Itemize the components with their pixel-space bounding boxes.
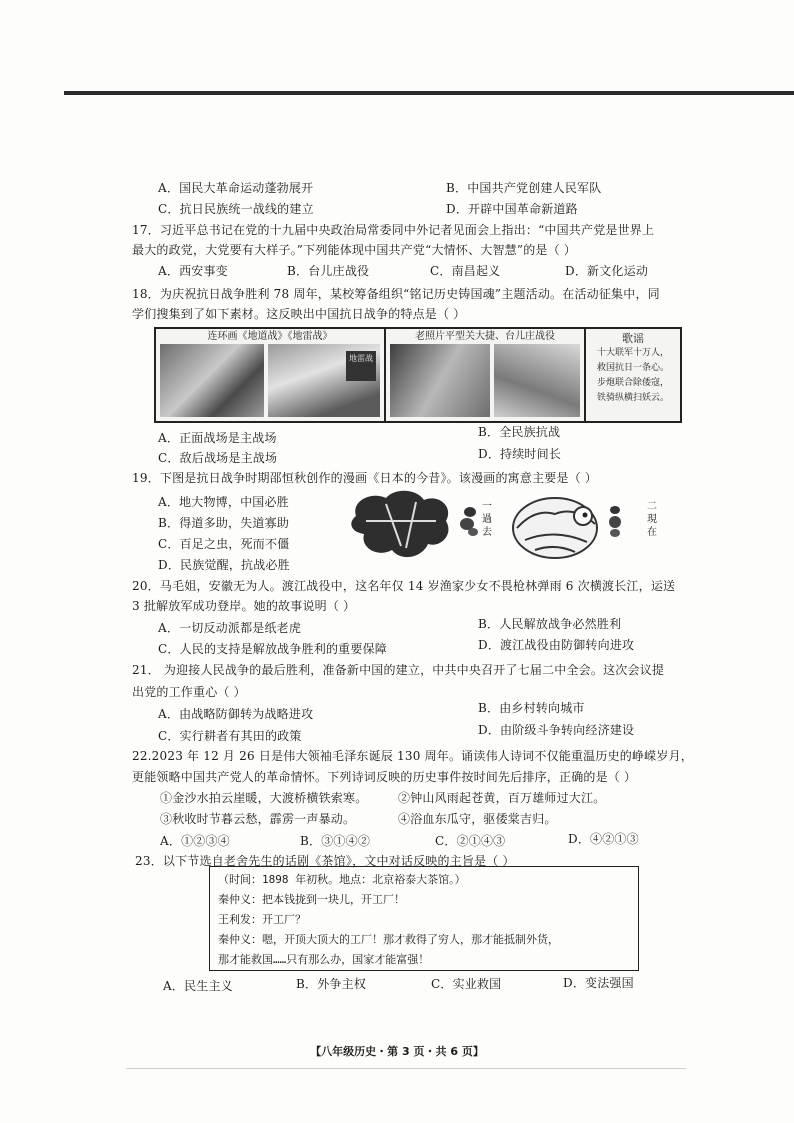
footer-rule [126,1068,686,1069]
q22-stem-line1: 22.2023 年 12 月 26 日是伟大领袖毛泽东诞辰 130 周年。诵读伟人诗词不仅能重温历史的峥嵘岁月， [132,749,693,763]
q18-option-b: B．全民族抗战 [478,425,561,439]
q17-stem-line1: 17．习近平总书记在党的十九届中央政治局常委同中外记者见面会上指出：“中国共产党是世界上 [132,223,655,237]
label-char: 現 [647,514,657,525]
comic-image-left [160,344,264,417]
q18-stem-line2: 学们搜集到了如下素材。这反映出中国抗日战争的特点是（ ） [132,307,466,321]
cartoon-bird-image [505,488,605,564]
cartoon-label-past [481,500,493,539]
cartoon-leaf-image [346,486,456,564]
page-footer: 【八年级历史・第 3 页・共 6 页】 [310,1045,484,1058]
song-title: 歌谣 [622,332,644,345]
dialog-line: （时间：1898 年初秋。地点：北京裕泰大茶馆。） [218,873,466,886]
label-char: 二 [647,501,657,512]
q20-stem-line2: 3 批解放军成功登岸。她的故事说明（ ） [132,599,356,613]
dialog-line: 秦仲义：把本钱拢到一块儿，开工厂！ [218,893,405,906]
q17-stem-line2: 最大的政党，大党要有大样子。”下列能体现中国共产党“大情怀、大智慧”的是（ ） [132,243,577,257]
q22-option-a: A．①②③④ [160,834,230,848]
q20-option-c: C．人民的支持是解放战争胜利的重要保障 [158,642,387,656]
photo-panel [386,329,586,421]
photo-caption: 老照片平型关大捷、台儿庄战役 [415,331,555,342]
song-line: 救国抗日一条心。 [596,363,669,373]
q19-option-c: C．百足之虫，死而不僵 [158,537,290,551]
q16-option-b: B．中国共产党创建人民军队 [446,181,602,195]
label-char: 在 [647,527,657,538]
q23-option-c: C．实业救国 [431,977,502,991]
q17-option-b: B．台儿庄战役 [287,264,370,278]
q23-dialog-box [209,866,639,971]
q22-poem-1: ①金沙水拍云崖暖，大渡桥横铁索寒。 [160,791,368,805]
q19-option-d: D．民族觉醒，抗战必胜 [158,558,290,572]
q16-option-d: D．开辟中国革命新道路 [446,202,578,216]
cartoon-label-now [646,500,658,539]
photo-image-right [494,344,580,417]
q20-option-b: B．人民解放战争必然胜利 [478,617,622,631]
q23-option-b: B．外争主权 [296,977,367,991]
q16-option-a: A．国民大革命运动蓬勃展开 [158,181,314,195]
q22-option-c: C．②①④③ [435,834,506,848]
q22-poem-2: ②钟山风雨起苍黄，百万雄师过大江。 [398,791,606,805]
q20-option-d: D．渡江战役由防御转向进攻 [478,638,635,652]
q22-option-d: D．④②①③ [568,832,639,846]
q18-option-a: A．正面战场是主战场 [158,431,277,445]
q22-poem-4: ④浴血东瓜守，驱倭棠吉归。 [398,812,557,826]
q18-option-d: D．持续时间长 [478,447,562,461]
q21-option-d: D．由阶级斗争转向经济建设 [478,723,635,737]
q18-material-figure [154,327,682,423]
q21-option-b: B．由乡村转向城市 [478,701,585,715]
photo-image-left [390,344,490,417]
q23-option-a: A．民生主义 [163,979,233,993]
q22-option-b: B．③①④② [300,834,371,848]
q16-option-c: C．抗日民族统一战线的建立 [158,202,314,216]
comic-caption: 连环画《地道战》《地雷战》 [207,331,333,342]
label-char: 一 [482,501,492,512]
q19-stem: 19．下图是抗日战争时期邵恒秋创作的漫画《日本的今昔》。该漫画的寓意主要是（ ） [132,471,598,485]
song-panel [586,329,680,421]
song-line: 铁骑纵横扫妖云。 [596,393,669,403]
q21-stem-line2: 出党的工作重心（ ） [132,685,246,699]
q22-poem-3: ③秋收时节暮云愁，霹雳一声暴动。 [160,812,356,826]
q17-option-d: D．新文化运动 [565,264,649,278]
top-rule [64,91,794,95]
comic-cover-stamp: 地雷战 [346,351,376,381]
comic-panel [156,329,386,421]
q21-option-a: A．由战略防御转为战略进攻 [158,707,314,721]
q18-stem-line1: 18．为庆祝抗日战争胜利 78 周年，某校筹备组织“铭记历史铸国魂”主题活动。在活动征集中，同 [132,287,660,301]
silkworm-icon [603,500,627,540]
q21-option-c: C．实行耕者有其田的政策 [158,729,302,743]
q23-stem: 23．以下节选自老舍先生的话剧《茶馆》，文中对话反映的主旨是（ ） [135,854,515,868]
dialog-line: 秦仲义：嗯，开顶大顶大的工厂！那才救得了穷人，那才能抵制外货， [218,933,559,946]
q20-stem-line1: 20．马毛姐，安徽无为人。渡江战役中，这名年仅 14 岁渔家少女不畏枪林弹雨 6 次横渡长江，运送 [132,579,676,593]
label-char: 去 [482,527,492,538]
label-char: 過 [482,514,492,525]
dialog-line: 那才能救国……只有那么办，国家才能富强！ [218,953,430,966]
q23-option-d: D．变法强国 [563,976,634,990]
q19-option-a: A．地大物博，中国必胜 [158,495,289,509]
q21-stem-line1: 21． 为迎接人民战争的最后胜利，准备新中国的建立，中共中央召开了七届二中全会。这次会议提 [132,663,665,677]
song-line: 十大联军十万人， [596,348,669,358]
q20-option-a: A．一切反动派都是纸老虎 [158,621,302,635]
q22-stem-line2: 更能领略中国共产党人的革命情怀。下列诗词反映的历史事件按时间先后排序，正确的是（ ） [132,770,637,784]
q17-option-c: C．南昌起义 [430,264,501,278]
q17-option-a: A．西安事变 [158,264,228,278]
dialog-line: 王利发：开工厂？ [218,913,306,926]
q19-option-b: B．得道多助，失道寡助 [158,516,290,530]
song-line: 步炮联合除倭寇， [596,378,669,388]
q18-option-c: C．敌后战场是主战场 [158,451,278,465]
